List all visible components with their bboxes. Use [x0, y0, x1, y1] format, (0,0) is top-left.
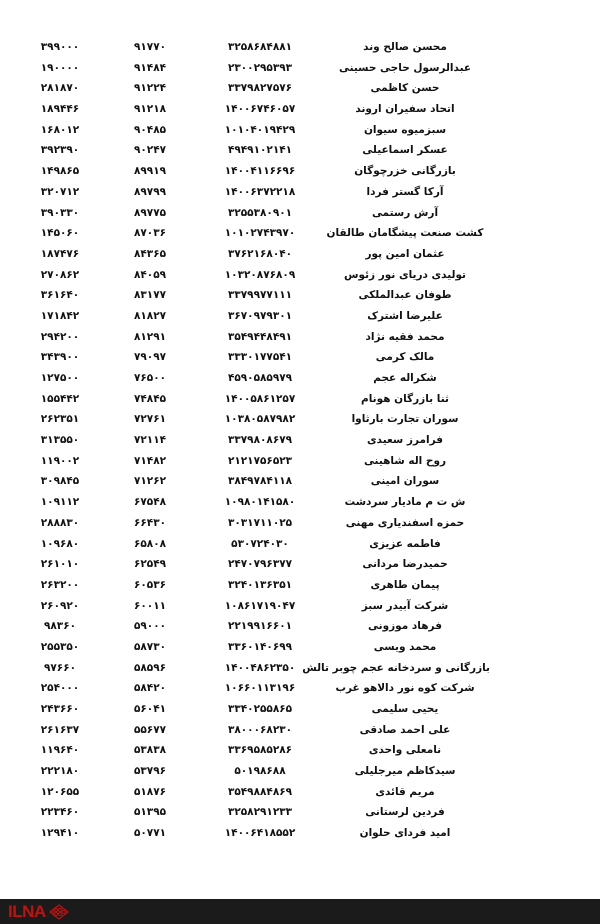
amount-cell: ۳۶۱۶۴۰ — [40, 289, 80, 302]
table-row — [0, 513, 600, 534]
code-cell: ۹۱۲۱۸ — [133, 103, 167, 116]
amount-cell: ۱۱۹۰۰۲ — [40, 454, 80, 467]
table-row — [0, 678, 600, 699]
table-row — [0, 140, 600, 161]
code-cell: ۶۲۵۴۹ — [133, 558, 167, 571]
amount-cell: ۱۹۰۰۰۰ — [40, 61, 80, 74]
arrow-dots-icon — [49, 904, 69, 920]
id-cell: ۴۵۹۰۵۸۵۹۷۹ — [227, 372, 293, 384]
code-cell: ۵۱۸۷۶ — [133, 785, 167, 798]
code-cell: ۷۲۱۱۴ — [133, 434, 167, 447]
code-cell: ۷۲۷۶۱ — [133, 413, 167, 426]
id-cell: ۳۶۷۰۹۷۹۳۰۱ — [227, 309, 293, 322]
name-cell: شکراله عجم — [373, 372, 437, 384]
table-row — [0, 451, 600, 472]
table-row — [0, 782, 600, 803]
name-cell: علیرضا اشترک — [367, 309, 443, 322]
id-cell: ۱۴۰۰۶۳۷۲۲۱۸ — [224, 185, 296, 198]
code-cell: ۸۳۱۷۷ — [133, 289, 167, 302]
name-cell: نامعلی واحدی — [368, 744, 442, 757]
amount-cell: ۹۸۳۶۰ — [43, 620, 77, 633]
amount-cell: ۱۰۹۶۸۰ — [40, 537, 80, 550]
amount-cell: ۱۰۹۱۱۲ — [40, 496, 80, 509]
amount-cell: ۳۱۳۵۵۰ — [40, 434, 80, 447]
amount-cell: ۲۲۳۴۶۰ — [40, 806, 80, 819]
id-cell: ۳۳۶۹۵۸۵۲۸۶ — [227, 744, 293, 757]
name-cell: عثمان امین پور — [365, 247, 445, 260]
code-cell: ۵۱۳۹۵ — [133, 806, 167, 819]
id-cell: ۳۰۳۱۷۱۱۰۲۵ — [227, 516, 293, 529]
code-cell: ۸۴۳۶۵ — [133, 247, 167, 260]
table-row — [0, 534, 600, 555]
id-cell: ۱۴۰۰۴۱۱۶۶۹۶ — [224, 165, 296, 178]
code-cell: ۸۹۷۷۵ — [133, 206, 167, 219]
code-cell: ۵۳۷۹۶ — [133, 765, 167, 778]
id-cell: ۱۴۰۰۴۸۶۲۳۵۰ — [224, 661, 296, 674]
code-cell: ۸۷۰۳۶ — [133, 227, 167, 240]
table-row — [0, 368, 600, 389]
name-cell: فرهاد موزونی — [368, 620, 442, 633]
name-cell: فرامرز سعیدی — [367, 434, 443, 447]
code-cell: ۹۱۲۲۴ — [133, 82, 167, 95]
amount-cell: ۳۹۰۳۳۰ — [40, 206, 80, 219]
code-cell: ۷۱۴۸۲ — [133, 454, 167, 467]
code-cell: ۹۱۷۷۰ — [133, 41, 167, 53]
logo-text: ILNA — [8, 902, 46, 921]
amount-cell: ۲۹۴۲۰۰ — [40, 330, 80, 343]
name-cell: کشت صنعت پیشگامان طالقان — [326, 227, 484, 240]
id-cell: ۳۲۵۸۶۸۴۸۸۱ — [227, 41, 293, 53]
table-row — [0, 802, 600, 823]
name-cell: سوران امینی — [370, 475, 440, 488]
amount-cell: ۲۶۲۳۵۱ — [40, 413, 80, 426]
code-cell: ۶۷۵۴۸ — [133, 496, 167, 509]
id-cell: ۳۳۷۹۸۰۸۶۷۹ — [227, 434, 293, 447]
name-cell: روح اله شاهینی — [363, 454, 447, 467]
code-cell: ۹۱۴۸۴ — [133, 61, 167, 74]
code-cell: ۷۹۰۹۷ — [133, 351, 167, 364]
id-cell: ۱۰۳۲۰۸۷۶۸۰۹ — [224, 268, 296, 281]
id-cell: ۳۵۴۹۴۴۸۴۹۱ — [227, 330, 293, 343]
table-row — [0, 78, 600, 99]
amount-cell: ۱۲۹۴۱۰ — [40, 827, 80, 840]
id-cell: ۱۴۰۰۵۸۶۱۲۵۷ — [224, 392, 296, 405]
id-cell: ۲۴۷۰۷۹۶۳۷۷ — [227, 558, 293, 571]
id-cell: ۳۳۳۰۱۷۷۵۴۱ — [227, 351, 293, 364]
table-row — [0, 492, 600, 513]
amount-cell: ۱۲۷۵۰۰ — [40, 372, 80, 384]
name-cell: آرش رستمی — [371, 206, 439, 219]
name-cell: بازرگانی خزرچوگان — [354, 165, 456, 178]
table-row — [0, 409, 600, 430]
table-row — [0, 699, 600, 720]
amount-cell: ۹۷۶۶۰ — [43, 661, 77, 674]
table-row — [0, 471, 600, 492]
amount-cell: ۲۴۳۶۶۰ — [40, 703, 80, 715]
name-cell: آرکا گستر فردا — [366, 185, 444, 198]
id-cell: ۱۰۶۶۰۱۱۳۱۹۶ — [224, 682, 296, 695]
table-row — [0, 430, 600, 451]
amount-cell: ۲۶۱۶۳۷ — [40, 723, 80, 736]
name-cell: تولیدی دریای نور زئوس — [344, 268, 466, 281]
code-cell: ۵۸۷۳۰ — [133, 640, 167, 653]
id-cell: ۳۲۵۵۳۸۰۹۰۱ — [227, 206, 293, 219]
amount-cell: ۱۲۰۶۵۵ — [40, 785, 80, 798]
code-cell: ۸۹۹۱۹ — [133, 165, 167, 178]
id-cell: ۵۳۰۷۲۴۰۳۰ — [231, 537, 289, 550]
name-cell: محسن صالح وند — [363, 41, 447, 53]
code-cell: ۵۳۸۳۸ — [133, 744, 167, 757]
code-cell: ۶۶۴۳۰ — [133, 516, 167, 529]
amount-cell: ۳۰۹۸۴۵ — [40, 475, 80, 488]
amount-cell: ۲۸۸۸۳۰ — [40, 516, 80, 529]
name-cell: طوفان عبدالملکی — [358, 289, 452, 302]
code-cell: ۸۱۲۹۱ — [133, 330, 167, 343]
name-cell: ش ت م مادیار سردشت — [344, 496, 466, 509]
table-row — [0, 554, 600, 575]
name-cell: حمیدرضا مردانی — [362, 558, 448, 571]
amount-cell: ۱۸۷۴۷۶ — [40, 247, 80, 260]
table-row — [0, 182, 600, 203]
name-cell: علی احمد صادقی — [359, 723, 451, 736]
table-row — [0, 720, 600, 741]
name-cell: سیدکاظم میرجلیلی — [354, 765, 456, 778]
id-cell: ۱۰۱۰۴۰۱۹۴۲۹ — [224, 123, 296, 136]
amount-cell: ۱۶۸۰۱۲ — [40, 123, 80, 136]
id-cell: ۲۳۰۰۲۹۵۳۹۳ — [227, 61, 293, 74]
id-cell: ۳۲۵۸۲۹۱۲۳۳ — [227, 806, 293, 819]
table-row — [0, 58, 600, 79]
ilna-logo — [8, 902, 69, 921]
table-row — [0, 99, 600, 120]
amount-cell: ۱۴۹۸۶۵ — [40, 165, 80, 178]
amount-cell: ۳۹۹۰۰۰ — [40, 41, 80, 53]
id-cell: ۵۰۱۹۸۶۸۸ — [234, 765, 286, 778]
code-cell: ۹۰۲۴۷ — [133, 144, 167, 157]
amount-cell: ۱۷۱۸۴۲ — [40, 309, 80, 322]
id-cell: ۳۸۰۰۰۶۸۲۳۰ — [227, 723, 293, 736]
code-cell: ۷۶۵۰۰ — [133, 372, 167, 384]
name-cell: عسکر اسماعیلی — [362, 144, 448, 157]
table-row — [0, 265, 600, 286]
amount-cell: ۳۹۲۳۹۰ — [40, 144, 80, 157]
code-cell: ۵۸۴۲۰ — [133, 682, 167, 695]
id-cell: ۲۲۱۹۹۱۶۶۰۱ — [227, 620, 293, 633]
data-table — [0, 37, 600, 844]
name-cell: ثنا بازرگان هونام — [361, 392, 449, 405]
amount-cell: ۱۸۹۴۴۶ — [40, 103, 80, 116]
id-cell: ۳۷۶۲۱۶۸۰۴۰ — [227, 247, 293, 260]
id-cell: ۱۰۹۸۰۱۴۱۵۸۰ — [224, 496, 296, 509]
id-cell: ۳۵۴۹۸۸۴۸۶۹ — [227, 785, 293, 798]
table-row — [0, 37, 600, 58]
id-cell: ۳۳۷۹۹۷۷۱۱۱ — [227, 289, 293, 302]
id-cell: ۴۹۴۹۱۰۲۱۴۱ — [227, 144, 293, 157]
table-row — [0, 306, 600, 327]
table-row — [0, 120, 600, 141]
code-cell: ۶۰۰۱۱ — [133, 599, 167, 612]
code-cell: ۶۵۸۰۸ — [133, 537, 167, 550]
id-cell: ۳۸۴۹۷۸۴۱۱۸ — [227, 475, 293, 488]
name-cell: شرکت آبیدر سبز — [361, 599, 449, 612]
name-cell: محمد فقیه نژاد — [365, 330, 445, 343]
amount-cell: ۳۴۳۹۰۰ — [40, 351, 80, 364]
name-cell: محمد ویسی — [373, 640, 437, 653]
code-cell: ۸۱۸۲۷ — [133, 309, 167, 322]
name-cell: شرکت کوه نور دالاهو غرب — [335, 682, 475, 695]
code-cell: ۹۰۴۸۵ — [133, 123, 167, 136]
name-cell: فردین لرستانی — [365, 806, 445, 819]
table-row — [0, 389, 600, 410]
name-cell: پیمان طاهری — [370, 578, 440, 591]
name-cell: فاطمه عزیزی — [369, 537, 441, 550]
amount-cell: ۲۵۴۰۰۰ — [40, 682, 80, 695]
table-row — [0, 823, 600, 844]
id-cell: ۱۰۸۶۱۷۱۹۰۴۷ — [224, 599, 296, 612]
id-cell: ۱۰۱۰۲۷۴۳۹۷۰ — [224, 227, 296, 240]
code-cell: ۵۹۰۰۰ — [133, 620, 167, 633]
id-cell: ۳۲۴۰۱۳۶۳۵۱ — [227, 578, 293, 591]
amount-cell: ۱۱۹۶۴۰ — [40, 744, 80, 757]
footer-bar — [0, 899, 600, 924]
table-row — [0, 285, 600, 306]
name-cell: سوران تجارت بارثاوا — [351, 413, 459, 426]
amount-cell: ۲۷۰۸۶۲ — [40, 268, 80, 281]
amount-cell: ۲۶۳۲۰۰ — [40, 578, 80, 591]
id-cell: ۳۳۴۰۲۵۵۸۶۵ — [227, 703, 293, 715]
name-cell: حسن کاظمی — [370, 82, 440, 95]
code-cell: ۷۴۸۴۵ — [133, 392, 167, 405]
name-cell: مریم قائدی — [375, 785, 435, 798]
table-row — [0, 740, 600, 761]
table-row — [0, 575, 600, 596]
amount-cell: ۲۵۵۳۵۰ — [40, 640, 80, 653]
amount-cell: ۲۸۱۸۷۰ — [40, 82, 80, 95]
name-cell: عبدالرسول حاجی حسینی — [338, 61, 472, 74]
amount-cell: ۲۶۰۹۲۰ — [40, 599, 80, 612]
table-row — [0, 244, 600, 265]
table-row — [0, 616, 600, 637]
code-cell: ۵۰۷۷۱ — [133, 827, 167, 840]
name-cell: مالک کرمی — [375, 351, 435, 364]
name-cell: بازرگانی و سردخانه عجم چوبر تالش — [302, 661, 490, 674]
id-cell: ۱۰۳۸۰۵۸۷۹۸۲ — [224, 413, 296, 426]
code-cell: ۸۴۰۵۹ — [133, 268, 167, 281]
name-cell: سبزمیوه سیوان — [363, 123, 447, 136]
table-row — [0, 596, 600, 617]
amount-cell: ۱۵۵۴۴۲ — [40, 392, 80, 405]
table-row — [0, 347, 600, 368]
id-cell: ۱۴۰۰۶۴۱۸۵۵۲ — [224, 827, 296, 840]
name-cell: یحیی سلیمی — [371, 703, 439, 715]
table-row — [0, 161, 600, 182]
code-cell: ۷۱۲۶۲ — [133, 475, 167, 488]
table-row — [0, 327, 600, 348]
amount-cell: ۱۴۵۰۶۰ — [40, 227, 80, 240]
id-cell: ۳۳۶۰۱۴۰۶۹۹ — [227, 640, 293, 653]
table-row — [0, 223, 600, 244]
id-cell: ۳۳۷۹۸۲۷۵۷۶ — [227, 82, 293, 95]
table-row — [0, 637, 600, 658]
code-cell: ۶۰۵۳۶ — [133, 578, 167, 591]
code-cell: ۵۵۶۷۷ — [133, 723, 167, 736]
table-row — [0, 761, 600, 782]
name-cell: اتحاد سفیران اروند — [355, 103, 455, 116]
code-cell: ۸۹۷۹۹ — [133, 185, 167, 198]
amount-cell: ۳۲۰۷۱۲ — [40, 185, 80, 198]
code-cell: ۵۶۰۴۱ — [133, 703, 167, 715]
name-cell: امید فردای حلوان — [359, 827, 451, 840]
id-cell: ۱۴۰۰۶۷۴۶۰۵۷ — [224, 103, 296, 116]
amount-cell: ۲۶۱۰۱۰ — [40, 558, 80, 571]
name-cell: حمزه اسفندیاری مهنی — [345, 516, 465, 529]
table-row — [0, 658, 600, 679]
amount-cell: ۲۲۲۱۸۰ — [40, 765, 80, 778]
id-cell: ۲۱۲۱۷۵۶۵۲۳ — [227, 454, 293, 467]
table-row — [0, 203, 600, 224]
code-cell: ۵۸۵۹۶ — [133, 661, 167, 674]
